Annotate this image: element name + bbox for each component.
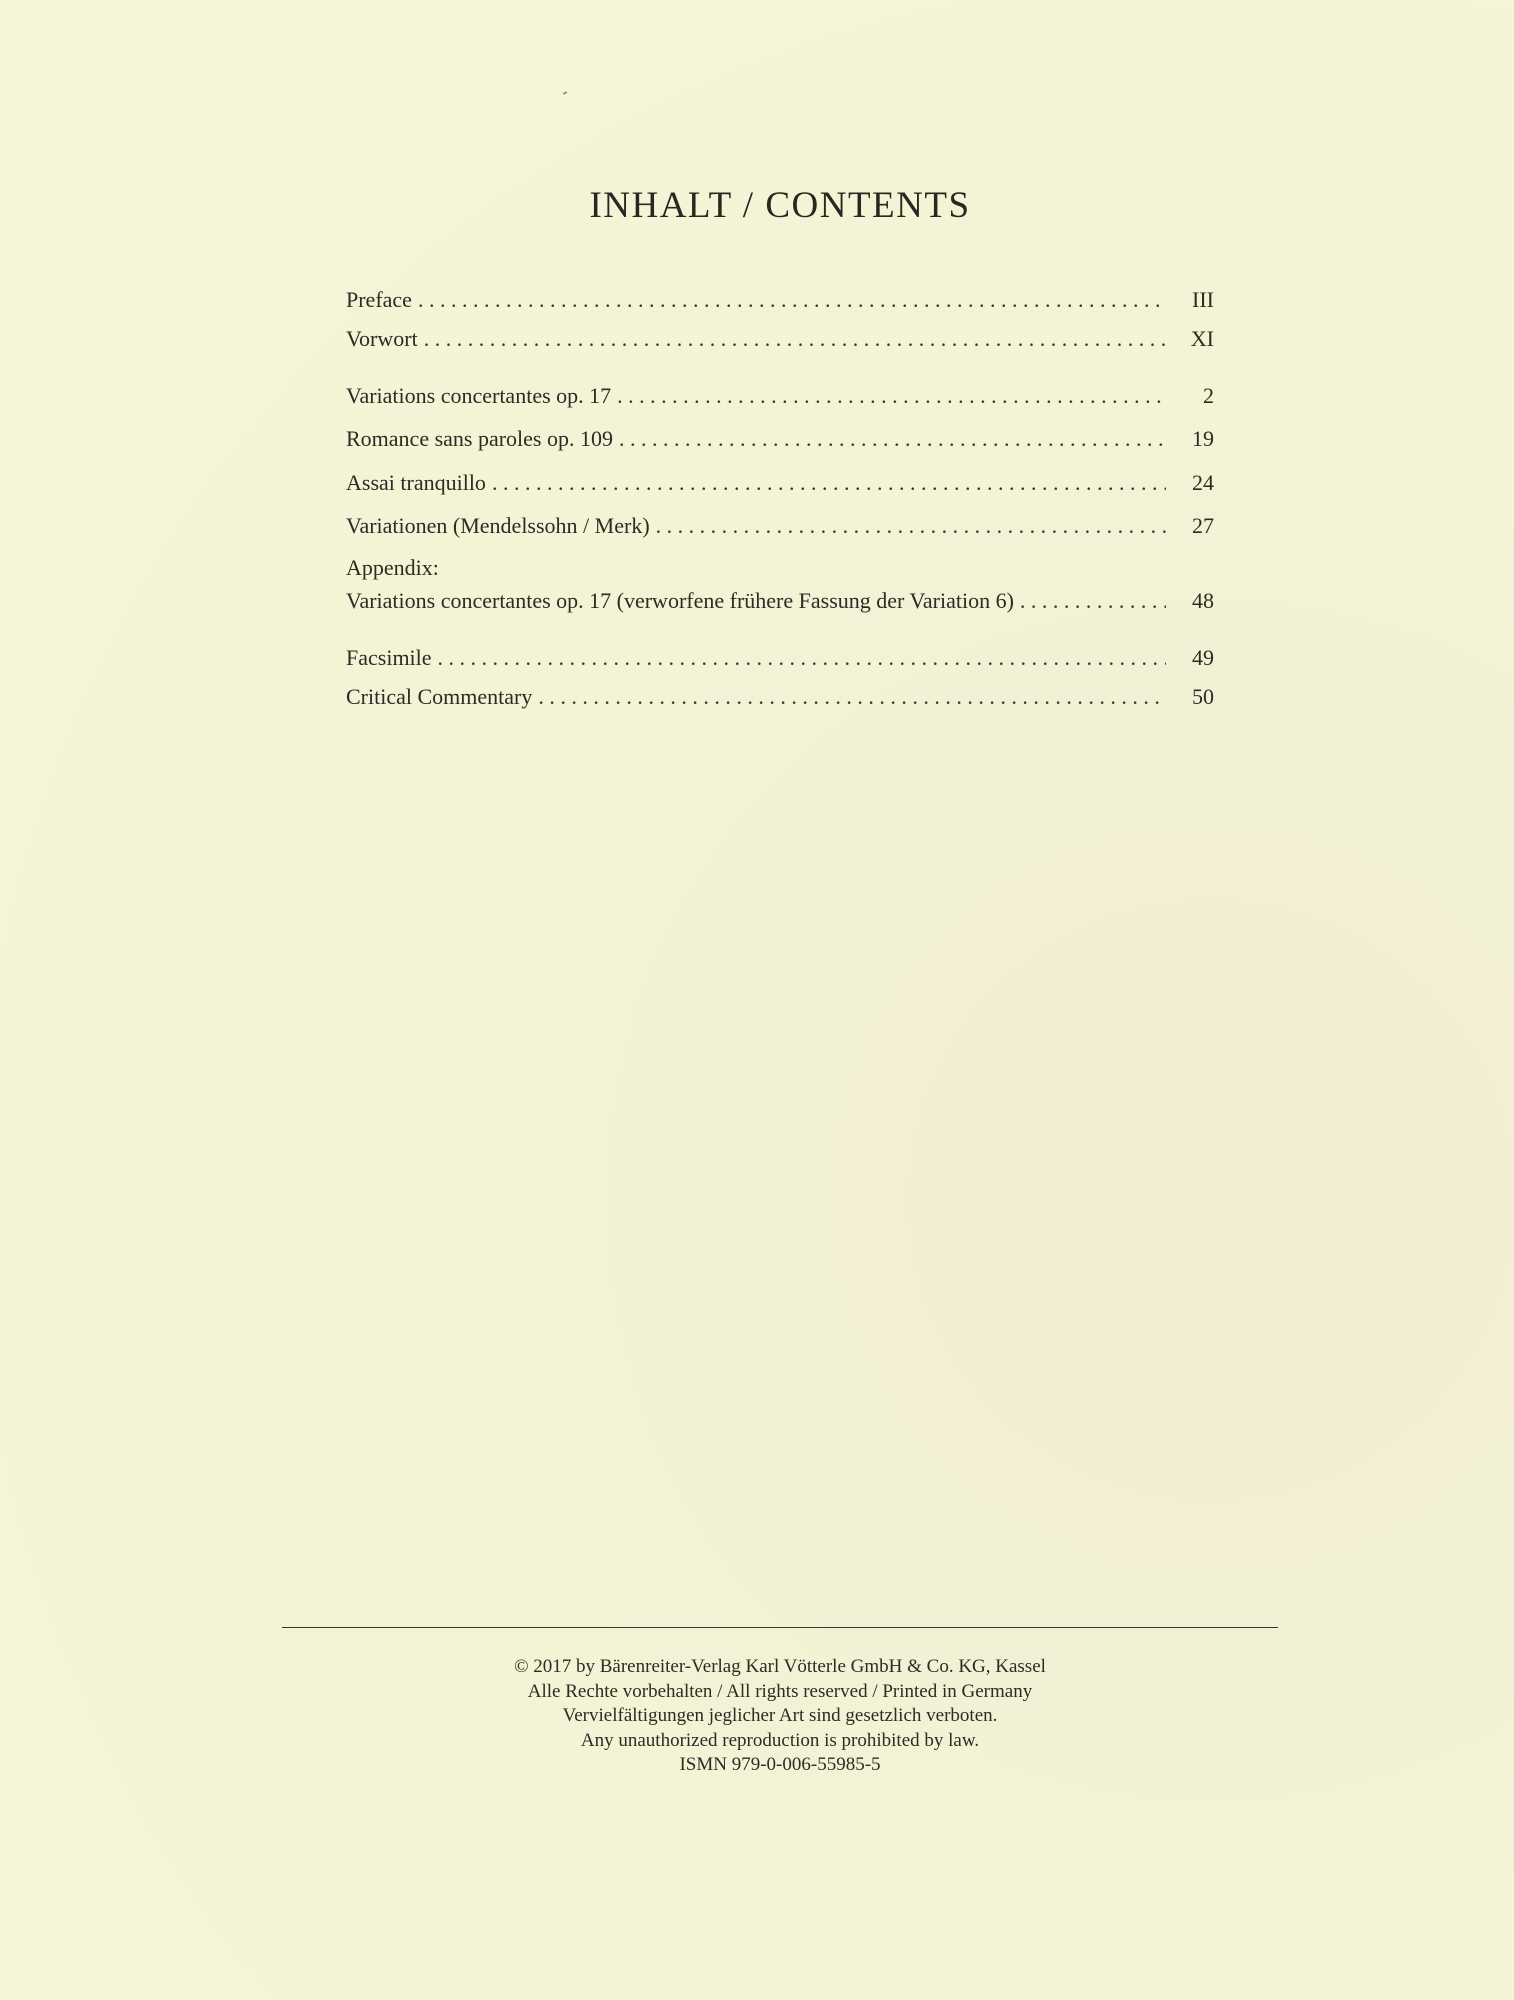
toc-entry-label: Critical Commentary <box>346 684 533 709</box>
copyright-imprint <box>282 1655 1278 1778</box>
toc-entry-variations-concertantes[interactable] <box>346 378 1214 410</box>
toc-entry-label: Variations concertantes op. 17 (verworfene frühere Fassung der Variation 6) <box>346 588 1014 613</box>
imprint-ismn-line: ISMN 979-0-006-55985-5 <box>679 1754 881 1775</box>
toc-entry-romance-sans-paroles[interactable] <box>346 421 1214 453</box>
toc-entry-page: 2 <box>1203 383 1214 408</box>
imprint-reproduction-de-line: Vervielfältigungen jeglicher Art sind gesetzlich verboten. <box>562 1705 998 1726</box>
imprint-copyright-line: © 2017 by Bärenreiter-Verlag Karl Vötterle GmbH & Co. KG, Kassel <box>514 1656 1046 1677</box>
imprint-divider <box>282 1627 1278 1628</box>
toc-entry-label: Assai tranquillo <box>346 470 486 495</box>
dot-leader <box>656 512 1166 540</box>
toc-entry-page: 27 <box>1192 513 1214 538</box>
dot-leader <box>438 644 1166 672</box>
toc-entry-label: Facsimile <box>346 645 432 670</box>
toc-entry-label: Variations concertantes op. 17 <box>346 383 612 408</box>
toc-entry-label: Variationen (Mendelssohn / Merk) <box>346 513 650 538</box>
toc-entry-critical-commentary[interactable] <box>346 679 1214 711</box>
toc-entry-preface[interactable] <box>346 282 1214 314</box>
page-title: INHALT / CONTENTS <box>589 185 971 226</box>
toc-entry-variationen[interactable] <box>346 508 1214 540</box>
dot-leader <box>538 683 1166 711</box>
appendix-heading: Appendix: <box>346 555 439 580</box>
toc-entry-label: Vorwort <box>346 326 418 351</box>
table-of-contents <box>346 0 1214 760</box>
dot-leader <box>492 469 1166 497</box>
toc-entry-page: XI <box>1190 326 1214 351</box>
toc-entry-assai-tranquillo[interactable] <box>346 465 1214 497</box>
dot-leader <box>424 325 1166 353</box>
toc-entry-page: 50 <box>1192 684 1214 709</box>
toc-entry-facsimile[interactable] <box>346 640 1214 672</box>
toc-entry-page: 24 <box>1192 470 1214 495</box>
toc-entry-page: 49 <box>1192 645 1214 670</box>
toc-entry-page: 48 <box>1192 588 1214 613</box>
toc-entry-label: Preface <box>346 287 412 312</box>
dot-leader <box>617 382 1166 410</box>
dot-leader <box>619 425 1166 453</box>
toc-entry-page: III <box>1192 287 1214 312</box>
toc-entry-page: 19 <box>1192 426 1214 451</box>
dot-leader <box>418 286 1166 314</box>
dot-leader <box>1020 587 1166 615</box>
toc-entry-appendix-variation[interactable] <box>346 583 1214 615</box>
toc-entry-vorwort[interactable] <box>346 321 1214 353</box>
toc-entry-label: Romance sans paroles op. 109 <box>346 426 613 451</box>
imprint-rights-line: Alle Rechte vorbehalten / All rights reserved / Printed in Germany <box>527 1680 1033 1702</box>
imprint-reproduction-en-line: Any unauthorized reproduction is prohibited by law. <box>580 1729 980 1751</box>
